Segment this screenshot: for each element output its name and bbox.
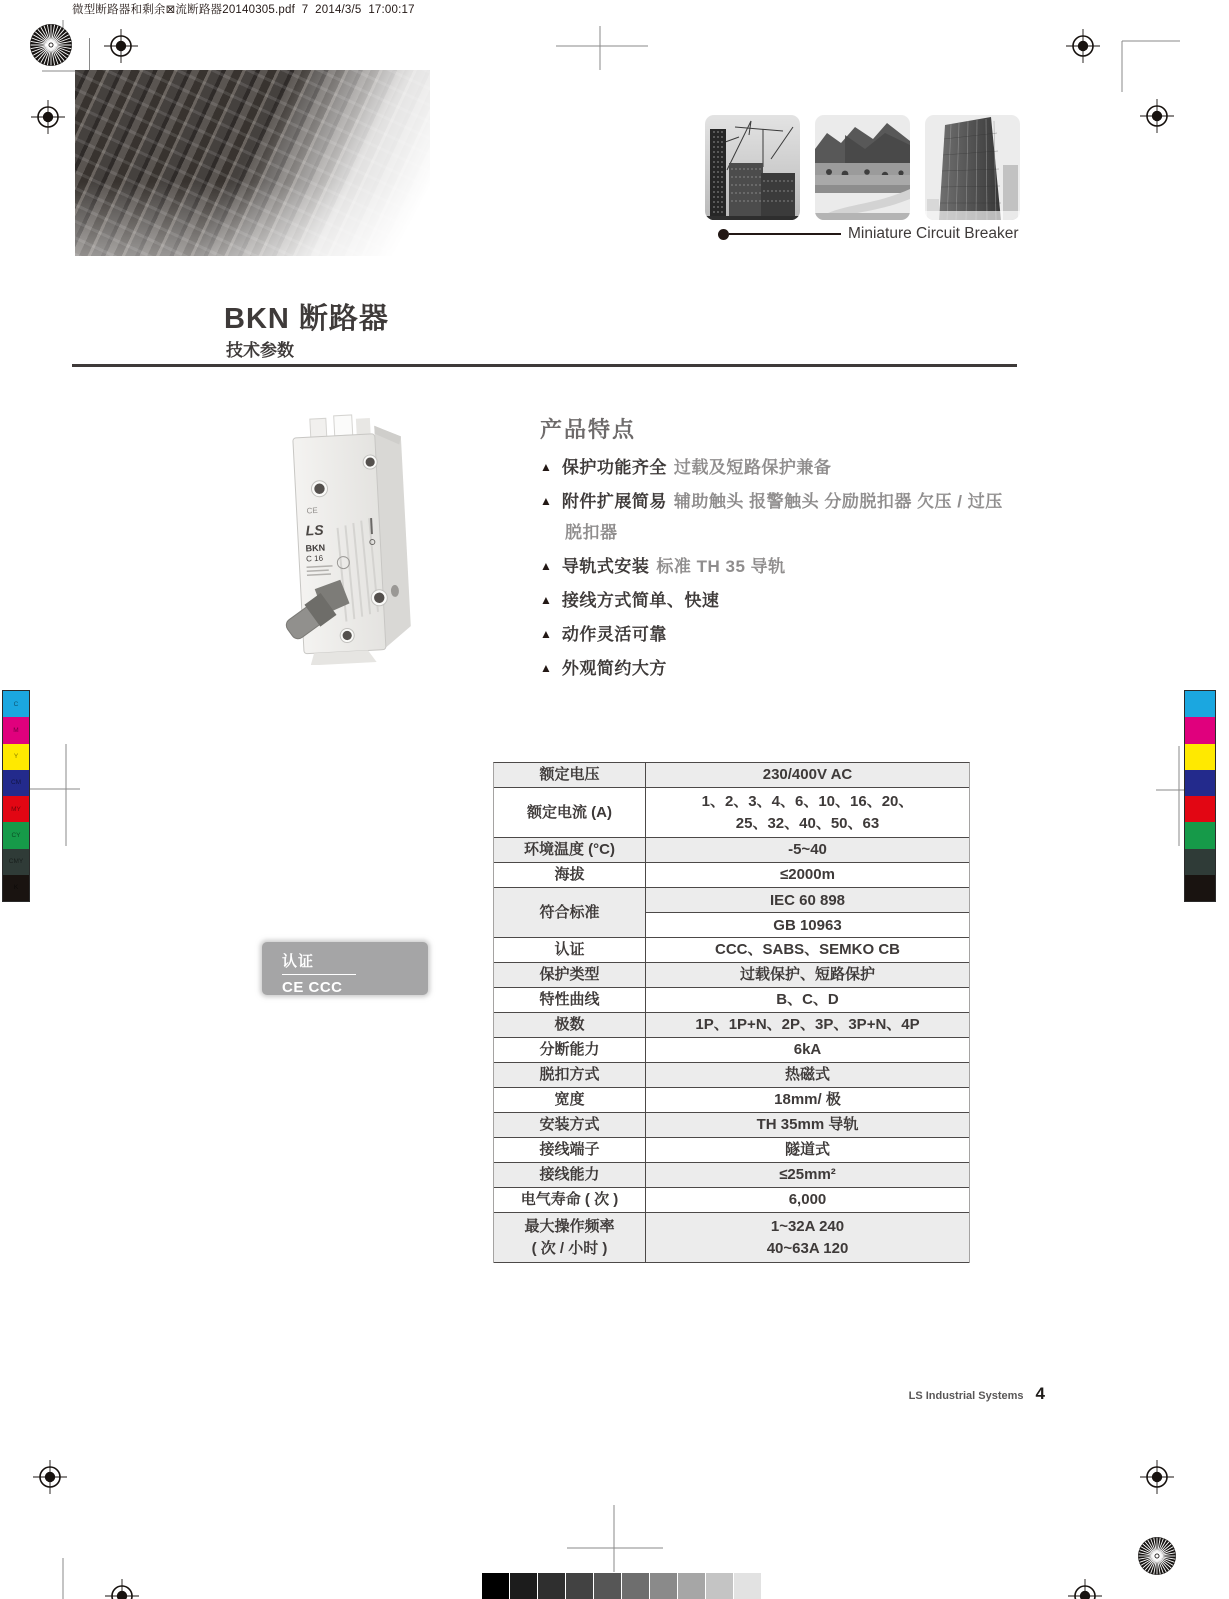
ce-mark: CE xyxy=(306,505,318,516)
spec-value-text: 1P、1P+N、2P、3P、3P+N、4P xyxy=(695,1016,920,1033)
spec-value-cell xyxy=(646,1113,969,1137)
feature-item xyxy=(540,590,1030,611)
registration-starburst-icon xyxy=(1138,1537,1176,1575)
triangle-bullet-icon: ▲ xyxy=(540,627,552,641)
spec-label-text: 分断能力 xyxy=(539,1041,600,1058)
spec-label-cell xyxy=(494,1188,646,1212)
spec-label-cell xyxy=(494,988,646,1012)
spec-value-cell xyxy=(646,1013,969,1037)
feature-detail: 过载及短路保护兼备 xyxy=(673,458,832,477)
color-calibration-bar-right xyxy=(1184,690,1216,902)
spec-label-text: ( 次 / 小时 ) xyxy=(531,1239,608,1257)
spec-label-text: 最大操作频率 xyxy=(524,1217,615,1235)
table-row xyxy=(494,1163,969,1188)
spec-table xyxy=(493,762,970,1263)
spec-label-cell xyxy=(494,1038,646,1062)
table-row xyxy=(494,788,969,838)
table-row xyxy=(494,838,969,863)
feature-detail: 标准 TH 35 导轨 xyxy=(656,557,786,576)
spec-value-cell xyxy=(646,1163,969,1187)
footer-brand: LS Industrial Systems xyxy=(908,1390,1024,1402)
spec-label-cell xyxy=(494,1013,646,1037)
spec-value-cell: GB 10963 xyxy=(646,912,969,937)
color-swatch: M xyxy=(3,717,29,743)
pdf-file-info: 微型断路器和剩余⊠流断路器20140305.pdf 7 2014/3/5 17:00:17 xyxy=(72,4,415,16)
spec-label-cell xyxy=(494,788,646,837)
spec-label-text: 极数 xyxy=(554,1016,585,1033)
gray-swatch xyxy=(566,1573,593,1599)
page-number: 4 xyxy=(1035,1384,1045,1403)
feature-detail: 辅助触头 报警触头 分励脱扣器 欠压 / 过压 xyxy=(673,492,1003,511)
table-row xyxy=(494,1038,969,1063)
caption-rule-line xyxy=(729,233,841,235)
gray-swatch xyxy=(678,1573,705,1599)
registration-starburst-icon xyxy=(30,24,72,66)
registration-target-icon xyxy=(104,29,138,63)
spec-value-text: 40~63A 120 xyxy=(766,1239,849,1257)
feature-item xyxy=(540,457,1030,478)
hero-texture-image xyxy=(75,70,430,256)
spec-label-cell xyxy=(494,963,646,987)
spec-value-text: CCC、SABS、SEMKO CB xyxy=(714,941,900,958)
table-row xyxy=(494,988,969,1013)
triangle-bullet-icon: ▲ xyxy=(540,494,552,508)
table-row xyxy=(494,938,969,963)
gray-swatch xyxy=(706,1573,733,1599)
spec-label-text: 宽度 xyxy=(554,1091,585,1108)
triangle-bullet-icon: ▲ xyxy=(540,593,552,607)
registration-target-icon xyxy=(1140,99,1174,133)
color-swatch xyxy=(1185,770,1215,796)
banner-caption: Miniature Circuit Breaker xyxy=(848,225,1019,242)
spec-label-text: 保护类型 xyxy=(539,966,600,983)
spec-value-cell xyxy=(646,838,969,862)
spec-label-cell xyxy=(494,763,646,787)
color-calibration-bar-left xyxy=(2,690,30,902)
landscape-photo xyxy=(815,115,910,220)
registration-target-icon xyxy=(105,1579,139,1599)
feature-lead: 附件扩展简易 xyxy=(561,492,667,511)
feature-detail-continued: 脱扣器 xyxy=(565,523,618,542)
cert-box-underline xyxy=(282,974,356,975)
spec-value-cell xyxy=(646,988,969,1012)
gray-swatch xyxy=(734,1573,761,1599)
table-row xyxy=(494,888,969,938)
spec-label-cell xyxy=(494,1138,646,1162)
spec-value-text: 隧道式 xyxy=(784,1141,830,1158)
grayscale-calibration-bar xyxy=(482,1573,761,1599)
spec-label-cell xyxy=(494,938,646,962)
registration-target-icon xyxy=(1068,1579,1102,1599)
color-swatch xyxy=(1185,796,1215,822)
triangle-bullet-icon: ▲ xyxy=(540,460,552,474)
bullet-dot-icon xyxy=(718,229,729,240)
model-label: BKN xyxy=(305,542,326,554)
table-row xyxy=(494,1213,969,1263)
spec-value-text: TH 35mm 导轨 xyxy=(756,1116,859,1133)
page-subtitle: 技术参数 xyxy=(226,341,294,360)
feature-item xyxy=(540,556,1030,577)
gray-swatch xyxy=(650,1573,677,1599)
cert-box-value: CE CCC xyxy=(282,979,343,996)
feature-lead: 动作灵活可靠 xyxy=(561,625,667,644)
features-list xyxy=(540,457,1030,679)
spec-label-cell xyxy=(494,1063,646,1087)
table-row xyxy=(494,1188,969,1213)
color-swatch xyxy=(1185,744,1215,770)
spec-label-text: 接线能力 xyxy=(539,1166,600,1183)
spec-value-cell xyxy=(646,1088,969,1112)
registration-target-icon xyxy=(1066,29,1100,63)
spec-value-text: ≤25mm² xyxy=(779,1166,836,1183)
table-row xyxy=(494,1013,969,1038)
page-footer xyxy=(860,1384,1045,1404)
triangle-bullet-icon: ▲ xyxy=(540,661,552,675)
registration-target-icon xyxy=(33,1460,67,1494)
cert-box-title: 认证 xyxy=(282,953,315,970)
table-row xyxy=(494,1088,969,1113)
spec-value-text: 25、32、40、50、63 xyxy=(735,814,880,832)
color-swatch: CY xyxy=(3,822,29,848)
feature-lead: 保护功能齐全 xyxy=(561,458,667,477)
spec-value-cell xyxy=(646,863,969,887)
spec-value-text: 18mm/ 极 xyxy=(774,1091,841,1108)
spec-label-text: 符合标准 xyxy=(539,903,600,921)
spec-label-cell xyxy=(494,838,646,862)
spec-value-text: 6,000 xyxy=(788,1191,827,1208)
spec-label-cell xyxy=(494,1213,646,1262)
gray-swatch xyxy=(622,1573,649,1599)
spec-value-cell xyxy=(646,1188,969,1212)
spec-value-cell xyxy=(646,1063,969,1087)
registration-target-icon xyxy=(31,100,65,134)
spec-label-text: 认证 xyxy=(554,941,585,958)
color-swatch: K xyxy=(3,875,29,901)
banner-caption-row xyxy=(718,226,1028,242)
spec-label-text: 环境温度 (°C) xyxy=(524,841,615,858)
color-swatch xyxy=(1185,691,1215,717)
spec-label-cell xyxy=(494,863,646,887)
gray-swatch xyxy=(594,1573,621,1599)
spec-label-text: 接线端子 xyxy=(539,1141,600,1158)
spec-label-text: 安装方式 xyxy=(539,1116,600,1133)
table-row xyxy=(494,1138,969,1163)
gray-swatch xyxy=(510,1573,537,1599)
gray-swatch xyxy=(482,1573,509,1599)
color-swatch: C xyxy=(3,691,29,717)
spec-value-cell: IEC 60 898 xyxy=(646,888,969,912)
feature-lead: 外观简约大方 xyxy=(561,659,667,678)
color-swatch xyxy=(1185,875,1215,901)
features-heading: 产品特点 xyxy=(540,417,637,442)
gray-swatch xyxy=(538,1573,565,1599)
spec-value-text: B、C、D xyxy=(776,991,839,1008)
construction-photo xyxy=(705,115,800,220)
spec-label-cell xyxy=(494,888,646,937)
color-swatch xyxy=(1185,717,1215,743)
spec-label-cell xyxy=(494,1088,646,1112)
feature-lead: 导轨式安装 xyxy=(561,557,650,576)
registration-target-icon xyxy=(1140,1460,1174,1494)
spec-value-text: 230/400V AC xyxy=(762,766,853,783)
feature-item xyxy=(540,491,1030,543)
color-swatch: CM xyxy=(3,770,29,796)
color-swatch xyxy=(1185,849,1215,875)
color-swatch: MY xyxy=(3,796,29,822)
spec-value-cell xyxy=(646,963,969,987)
spec-label-text: 电气寿命 ( 次 ) xyxy=(520,1191,619,1208)
spec-value-cell xyxy=(646,1038,969,1062)
title-rule xyxy=(72,364,1017,367)
spec-value-cell xyxy=(646,763,969,787)
color-swatch: CMY xyxy=(3,849,29,875)
spec-value-stack xyxy=(646,888,969,937)
color-swatch: Y xyxy=(3,744,29,770)
spec-label-text: 特性曲线 xyxy=(539,991,600,1008)
spec-value-cell xyxy=(646,1138,969,1162)
spec-value-cell xyxy=(646,938,969,962)
table-row xyxy=(494,763,969,788)
spec-value-text: ≤2000m xyxy=(780,866,835,883)
feature-item xyxy=(540,624,1030,645)
spec-value-text: 1、2、3、4、6、10、16、20、 xyxy=(701,792,914,810)
brand-logo: LS xyxy=(305,521,324,539)
triangle-bullet-icon: ▲ xyxy=(540,559,552,573)
spec-value-cell xyxy=(646,1213,969,1262)
color-swatch xyxy=(1185,822,1215,848)
skyscraper-photo xyxy=(925,115,1020,220)
table-row xyxy=(494,1113,969,1138)
table-row xyxy=(494,1063,969,1088)
spec-label-text: 额定电流 (A) xyxy=(527,803,612,821)
spec-value-cell xyxy=(646,788,969,837)
spec-label-cell xyxy=(494,1113,646,1137)
spec-value-text: 6kA xyxy=(793,1041,822,1058)
table-row xyxy=(494,863,969,888)
spec-label-text: 额定电压 xyxy=(539,766,600,783)
features-section xyxy=(540,413,1030,679)
cert-box xyxy=(262,942,428,995)
product-photo-breaker xyxy=(278,407,430,665)
page-title: BKN 断路器 xyxy=(224,303,389,335)
table-row xyxy=(494,963,969,988)
spec-value-text: 过载保护、短路保护 xyxy=(739,966,875,983)
rating-label: C 16 xyxy=(305,553,324,564)
feature-lead: 接线方式简单、快速 xyxy=(561,591,720,610)
spec-value-text: 1~32A 240 xyxy=(770,1217,845,1235)
spec-label-text: 海拔 xyxy=(554,866,585,883)
spec-label-text: 脱扣方式 xyxy=(539,1066,600,1083)
feature-item xyxy=(540,658,1030,679)
spec-value-text: 热磁式 xyxy=(784,1066,830,1083)
spec-value-text: -5~40 xyxy=(788,841,827,858)
spec-label-cell xyxy=(494,1163,646,1187)
